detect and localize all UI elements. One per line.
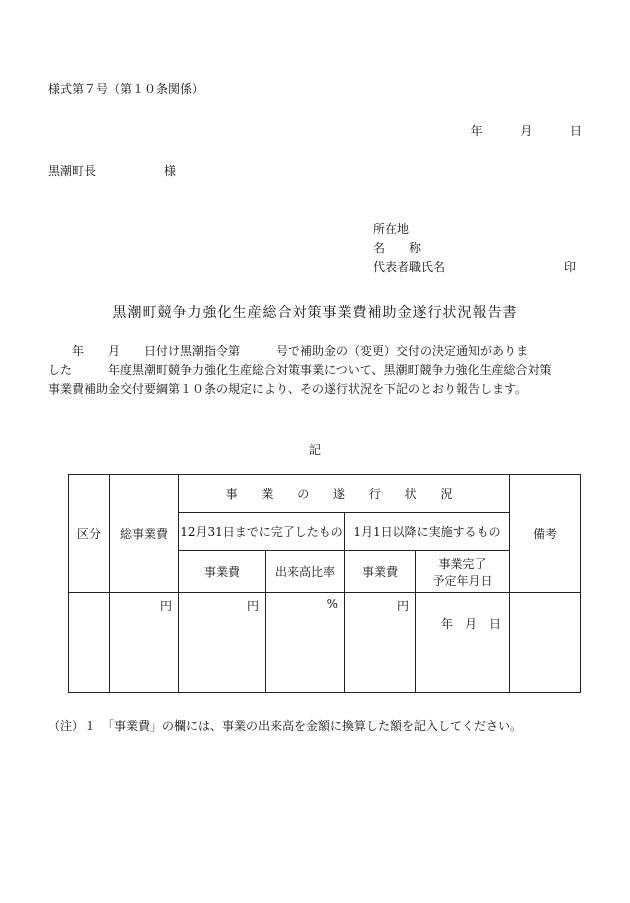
sender-block: [373, 220, 445, 277]
sender-representative-label: 代表者職氏名: [373, 260, 446, 274]
header-progress-group: 事 業 の 遂 行 状 況: [179, 475, 510, 513]
addressee-honorific: 様: [164, 164, 177, 178]
form-number: 様式第７号（第１０条関係）: [48, 82, 205, 96]
body-text: [48, 342, 552, 399]
header-remarks: 備考: [510, 475, 581, 593]
ki-heading: 記: [308, 443, 321, 457]
date-day: 日: [569, 124, 582, 138]
header-cost-planned: 事業費: [345, 551, 416, 593]
date-line: [471, 122, 582, 139]
header-completion-date-line-2: 予定年月日: [432, 573, 493, 588]
cell-progress-percent: %: [266, 593, 345, 693]
date-year: 年: [470, 124, 483, 138]
cell-total-yen: 円: [110, 593, 179, 693]
header-completion-date-line-1: 事業完了: [438, 556, 487, 571]
addressee: [48, 162, 176, 179]
report-table: [68, 474, 581, 693]
document-title: 黒潮町競争力強化生産総合対策事業費補助金遂行状況報告書: [112, 305, 518, 321]
header-total-cost: 総事業費: [110, 475, 179, 593]
cell-cost1-yen: 円: [179, 593, 266, 693]
header-category: 区分: [69, 475, 110, 593]
header-completion-date: [416, 551, 510, 593]
date-month: 月: [520, 124, 533, 138]
header-planned-after-jan1: 1月1日以降に実施するもの: [345, 513, 510, 551]
footnote: （注）１ 「事業費」の欄には、事業の出来高を金額に換算した額を記入してください。: [48, 719, 523, 733]
cell-remarks: [510, 593, 581, 693]
sender-address-label: 所在地: [373, 222, 410, 236]
seal-mark: 印: [564, 260, 577, 274]
cell-completion-date: 年 月 日: [416, 593, 510, 693]
header-completed-by-dec31: 12月31日までに完了したもの: [179, 513, 345, 551]
addressee-name: 黒潮町長: [48, 164, 97, 178]
body-line-2: した 年度黒潮町競争力強化生産総合対策事業について、黒潮町競争力強化生産総合対策: [48, 363, 552, 377]
cell-cost2-yen: 円: [345, 593, 416, 693]
header-cost-completed: 事業費: [179, 551, 266, 593]
header-progress-ratio: 出来高比率: [266, 551, 345, 593]
sender-name-label: 名 称: [373, 241, 422, 255]
body-line-3: 事業費補助金交付要綱第１０条の規定により、その遂行状況を下記のとおり報告します。: [48, 382, 528, 396]
body-line-1: 年 月 日付け黒潮指令第 号で補助金の（変更）交付の決定通知がありま: [48, 344, 529, 358]
cell-category: [69, 593, 110, 693]
